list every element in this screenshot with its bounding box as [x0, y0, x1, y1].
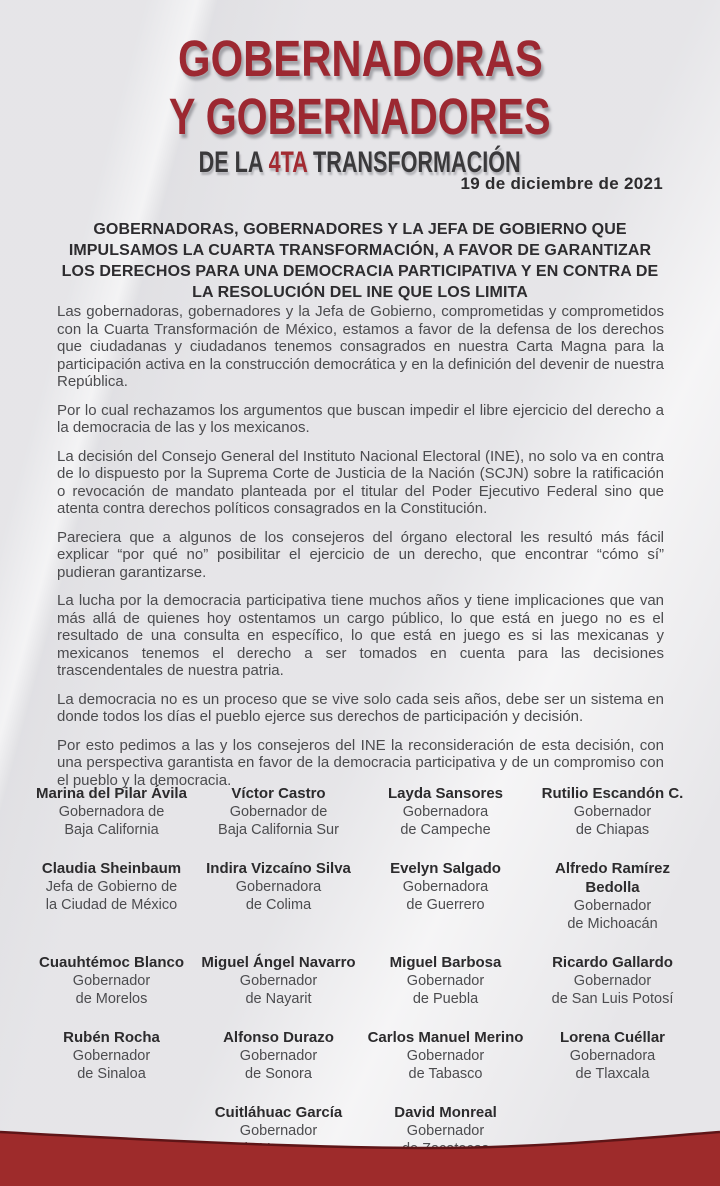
signatory-role: Gobernador — [72, 1048, 151, 1064]
signatory-role: Gobernador — [573, 898, 652, 914]
signatory-role: Gobernadora — [402, 879, 489, 895]
paragraph: Pareciera que a algunos de los consejeros del órgano electoral les resultó más fácil explicar “por qué no” posibilitar el ejercicio de un derecho, que encontrar “cómo sí” pudieran garantizarse. — [57, 528, 664, 581]
signatory-name: Cuitláhuac García — [214, 1104, 343, 1121]
signatory-name: Miguel Barbosa — [389, 954, 502, 971]
signatory — [28, 859, 195, 933]
signatory — [28, 953, 195, 1008]
signatory-role: de Tabasco — [408, 1066, 483, 1082]
signatory-role: de Colima — [245, 897, 312, 913]
paragraph: Por lo cual rechazamos los argumentos que buscan impedir el libre ejercicio del derecho a la democracia de las y los mexicanos. — [57, 401, 664, 436]
signatory-role: Jefa de Gobierno de — [45, 879, 178, 895]
signatory-name: Lorena Cuéllar — [559, 1029, 666, 1046]
signatory-name: David Monreal — [394, 1104, 497, 1121]
signatory — [529, 1028, 696, 1083]
signatory — [195, 953, 362, 1008]
signatory — [28, 1028, 195, 1083]
signatory-name: Evelyn Salgado — [390, 860, 501, 877]
signatory-role: de Puebla — [412, 991, 479, 1007]
signatory-role: de Tlaxcala — [575, 1066, 650, 1082]
signatory-role: de Michoacán — [567, 916, 658, 932]
signatory-name: Indira Vizcaíno Silva — [206, 860, 351, 877]
signatory-name: Ricardo Gallardo — [552, 954, 673, 971]
signatory-role: de Sinaloa — [77, 1066, 146, 1082]
signatory-role: Gobernador de — [229, 804, 328, 820]
signatory-role: Gobernador — [72, 973, 151, 989]
signatory-role: Gobernadora — [569, 1048, 656, 1064]
signatories-grid — [28, 784, 696, 1158]
statement-heading — [52, 219, 668, 303]
signatory-role: Baja California — [64, 822, 159, 838]
signatory — [195, 1028, 362, 1083]
signatory-role: Gobernador — [239, 1123, 318, 1139]
paragraph: La decisión del Consejo General del Instituto Nacional Electoral (INE), no solo va en contra de lo dispuesto por la Suprema Corte de Justicia de la Nación (SCJN) sobre la ratificación o revocación de mandato planteada por el titular del Poder Ejecutivo Federal sino que atenta contra derechos políticos consagrados en la Constitución. — [57, 447, 664, 517]
statement-body — [57, 303, 664, 800]
subtitle-prefix: DE LA — [198, 146, 269, 179]
signatory-role: de Morelos — [75, 991, 148, 1007]
heading-line: LA RESOLUCIÓN DEL INE QUE LOS LIMITA — [192, 284, 528, 301]
paragraph: Por esto pedimos a las y los consejeros del INE la reconsideración de esta decisión, con una perspectiva garantista en favor de la democracia participativa y de un compromiso con el pueblo y la democracia. — [57, 736, 664, 789]
signatory — [362, 784, 529, 839]
heading-line: IMPULSAMOS LA CUARTA TRANSFORMACIÓN, A FAVOR DE GARANTIZAR — [68, 242, 652, 259]
signatory-name: Alfredo Ramírez Bedolla — [554, 860, 671, 896]
signatory-role: de Campeche — [400, 822, 491, 838]
signatory-name: Layda Sansores — [387, 785, 504, 802]
signatory-name: Rutilio Escandón C. — [541, 785, 684, 802]
signatory-role: de Nayarit — [245, 991, 312, 1007]
signatory-name: Miguel Ángel Navarro — [201, 954, 356, 971]
signatory-role: Gobernadora — [402, 804, 489, 820]
signatory-role: de San Luis Potosí — [551, 991, 674, 1007]
signatory-name: Carlos Manuel Merino — [367, 1029, 524, 1046]
signatory-name: Víctor Castro — [231, 785, 326, 802]
signatory-role: Gobernador — [406, 973, 485, 989]
subtitle-4ta-accent: 4TA — [268, 146, 308, 179]
signatory-role: la Ciudad de México — [45, 897, 178, 913]
document-date: 19 de diciembre de 2021 — [460, 174, 663, 193]
banner-title-line1: GOBERNADORAS — [177, 30, 543, 87]
signatory-name: Marina del Pilar Ávila — [36, 785, 187, 802]
signatory — [362, 859, 529, 933]
footer-wave-decoration — [0, 1128, 720, 1186]
signatory-role: Gobernador — [406, 1123, 485, 1139]
paragraph: La democracia no es un proceso que se vive solo cada seis años, debe ser un sistema en donde todos los días el pueblo ejerce sus derechos de participación y decisión. — [57, 690, 664, 725]
signatory-role: Gobernador — [239, 973, 318, 989]
paragraph: La lucha por la democracia participativa tiene muchos años y tiene implicaciones que van más allá de quienes hoy ostentamos un cargo público, lo que está en juego no es el resultado de una consulta en específico, lo que está en juego es si las mexicanas y mexicanos tenemos el derecho a ser tomados en cuenta para las decisiones trascendentales de nuestra patria. — [57, 592, 664, 679]
heading-line: GOBERNADORAS, GOBERNADORES Y LA JEFA DE GOBIERNO QUE — [93, 221, 627, 238]
signatory — [362, 1028, 529, 1083]
subtitle-suffix: TRANSFORMACIÓN — [307, 146, 521, 179]
signatory-role: Gobernador — [573, 973, 652, 989]
signatory-name: Cuauhtémoc Blanco — [38, 954, 185, 971]
signatory-role: Gobernador — [406, 1048, 485, 1064]
signatory-role: Baja California Sur — [218, 822, 339, 838]
signatory — [529, 953, 696, 1008]
signatory-role: de Chiapas — [575, 822, 650, 838]
signatory-role: de Sonora — [245, 1066, 312, 1082]
signatory — [28, 784, 195, 839]
signatory-name: Rubén Rocha — [63, 1029, 160, 1046]
signatory-name: Alfonso Durazo — [223, 1029, 334, 1046]
signatory — [362, 953, 529, 1008]
banner-title-line2: Y GOBERNADORES — [169, 88, 551, 145]
signatory-role: Gobernadora — [235, 879, 322, 895]
paragraph: Las gobernadoras, gobernadores y la Jefa de Gobierno, comprometidas y comprometidos con la Cuarta Transformación de México, estamos a favor de la defensa de los derechos que ciudadanas y ciudadanos tenemos consagrados en nuestra Carta Magna para la participación activa en la construcción democrática y en la definición del devenir de nuestra República. — [57, 303, 665, 390]
heading-line: LOS DERECHOS PARA UNA DEMOCRACIA PARTICIPATIVA Y EN CONTRA DE — [61, 263, 659, 280]
banner-title — [0, 30, 720, 179]
signatory — [195, 859, 362, 933]
signatory-role: Gobernador — [573, 804, 652, 820]
signatory-name: Claudia Sheinbaum — [41, 860, 182, 877]
signatory-role: Gobernadora de — [58, 804, 165, 820]
signatory — [529, 784, 696, 839]
signatory-role: Gobernador — [239, 1048, 318, 1064]
signatory-role: de Guerrero — [406, 897, 485, 913]
signatory — [529, 859, 696, 933]
signatory — [195, 784, 362, 839]
